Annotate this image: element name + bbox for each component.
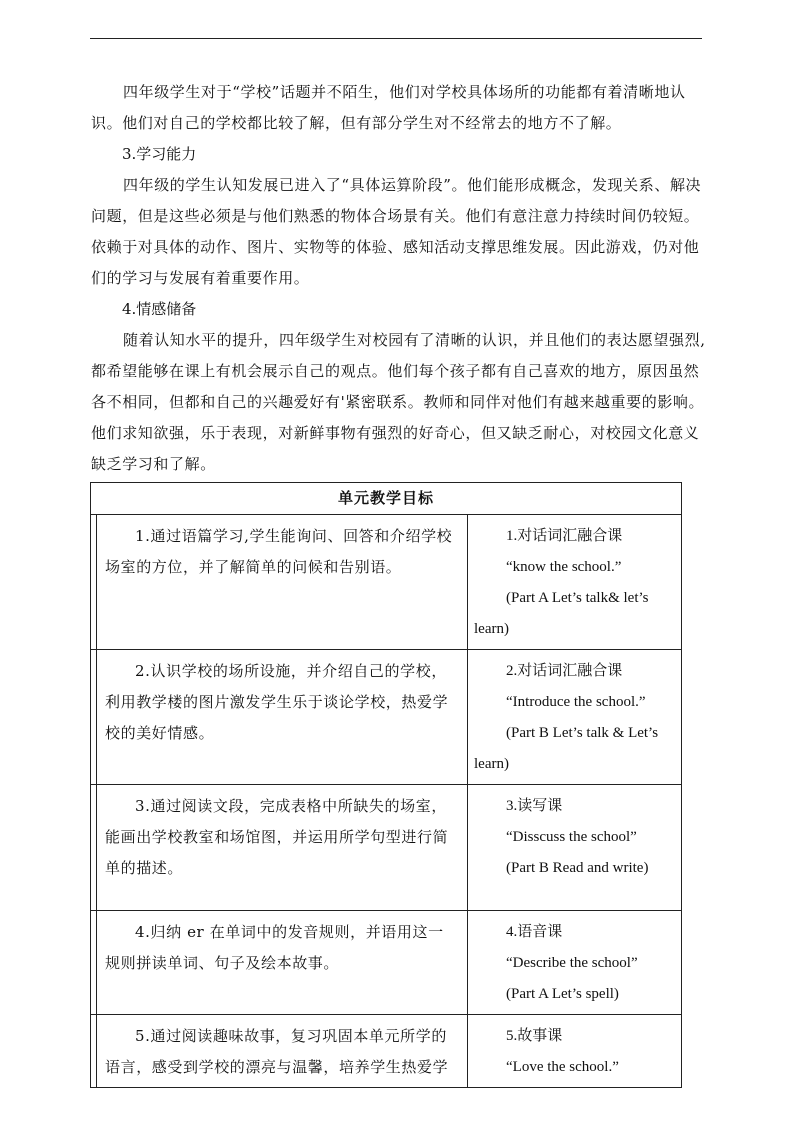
unit-teaching-goals-table bbox=[90, 482, 682, 1088]
lesson-cell bbox=[468, 785, 682, 911]
lesson-title: “Disscuss the school” bbox=[506, 829, 637, 845]
lesson-cell bbox=[468, 1015, 682, 1088]
goal-cell: 1.通过语篇学习,学生能询问、回答和介绍学校场室的方位，并了解简单的问候和告别语。 bbox=[97, 515, 468, 650]
lesson-title: “know the school.” bbox=[506, 559, 622, 575]
table-row bbox=[91, 650, 682, 785]
lesson-part: (Part B Read and write) bbox=[506, 860, 649, 876]
paragraph-emotional-reserve: 随着认知水平的提升，四年级学生对校园有了清晰的认识，并且他们的表达愿望强烈,都希望能够在课上有机会展示自己的观点。他们每个孩子都有自己喜欢的地方，原因虽然各不相同，但都和自己的兴趣爱好有'紧密联系。教师和同伴对他们有越来越重要的影响。他们求知欲强，乐于表现，对新鲜事物有强烈的好奇心，但又缺乏耐心，对校园文化意义缺乏学习和了解。 bbox=[91, 331, 706, 473]
paragraph-school-familiarity: 四年级学生对于“学校”话题并不陌生，他们对学校具体场所的功能都有着清晰地认识。他们对自己的学校都比较了解，但有部分学生对不经常去的地方不了解。 bbox=[91, 83, 686, 132]
table-row bbox=[91, 911, 682, 1015]
lesson-title: “Love the school.” bbox=[506, 1059, 619, 1075]
lesson-type: 2.对话词汇融合课 bbox=[506, 663, 623, 679]
lesson-cell bbox=[468, 650, 682, 785]
heading-learning-ability: 3.学习能力 bbox=[122, 145, 197, 163]
lesson-type: 4.语音课 bbox=[506, 924, 563, 940]
lesson-title: “Introduce the school.” bbox=[506, 694, 646, 710]
goal-cell: 4.归纳 er 在单词中的发音规则，并语用这一规则拼读单词、句子及绘本故事。 bbox=[97, 911, 468, 1015]
heading-emotional-reserve: 4.情感储备 bbox=[122, 300, 197, 318]
lesson-type: 3.读写课 bbox=[506, 798, 563, 814]
paragraph-learning-ability: 四年级的学生认知发展已进入了“具体运算阶段”。他们能形成概念，发现关系、解决问题，但是这些必须是与他们熟悉的物体合场景有关。他们有意注意力持续时间仍较短。依赖于对具体的动作、图片、实物等的体验、感知活动支撑思维发展。因此游戏，仍对他们的学习与发展有着重要作用。 bbox=[91, 176, 702, 287]
goal-cell: 3.通过阅读文段，完成表格中所缺失的场室，能画出学校教室和场馆图，并运用所学句型进行简单的描述。 bbox=[97, 785, 468, 911]
lesson-cell bbox=[468, 911, 682, 1015]
goal-text: 5.通过阅读趣味故事，复习巩固本单元所学的语言，感受到学校的漂亮与温馨，培养学生热爱学 bbox=[105, 1027, 449, 1076]
goal-cell bbox=[97, 1015, 468, 1088]
lesson-title: “Describe the school” bbox=[506, 955, 638, 971]
lesson-part: (Part A Let’s talk& let’s learn) bbox=[474, 590, 649, 637]
lesson-part: (Part A Let’s spell) bbox=[506, 986, 619, 1002]
lesson-type: 5.故事课 bbox=[506, 1028, 563, 1044]
goal-cell: 2.认识学校的场所设施，并介绍自己的学校，利用教学楼的图片激发学生乐于谈论学校，热爱学校的美好情感。 bbox=[97, 650, 468, 785]
table-row bbox=[91, 785, 682, 911]
header-rule bbox=[90, 38, 702, 39]
lesson-part: (Part B Let’s talk & Let’s learn) bbox=[474, 725, 659, 772]
lesson-cell bbox=[468, 515, 682, 650]
table-row bbox=[91, 515, 682, 650]
table-title: 单元教学目标 bbox=[91, 483, 682, 515]
lesson-type: 1.对话词汇融合课 bbox=[506, 528, 623, 544]
table-row bbox=[91, 1015, 682, 1088]
